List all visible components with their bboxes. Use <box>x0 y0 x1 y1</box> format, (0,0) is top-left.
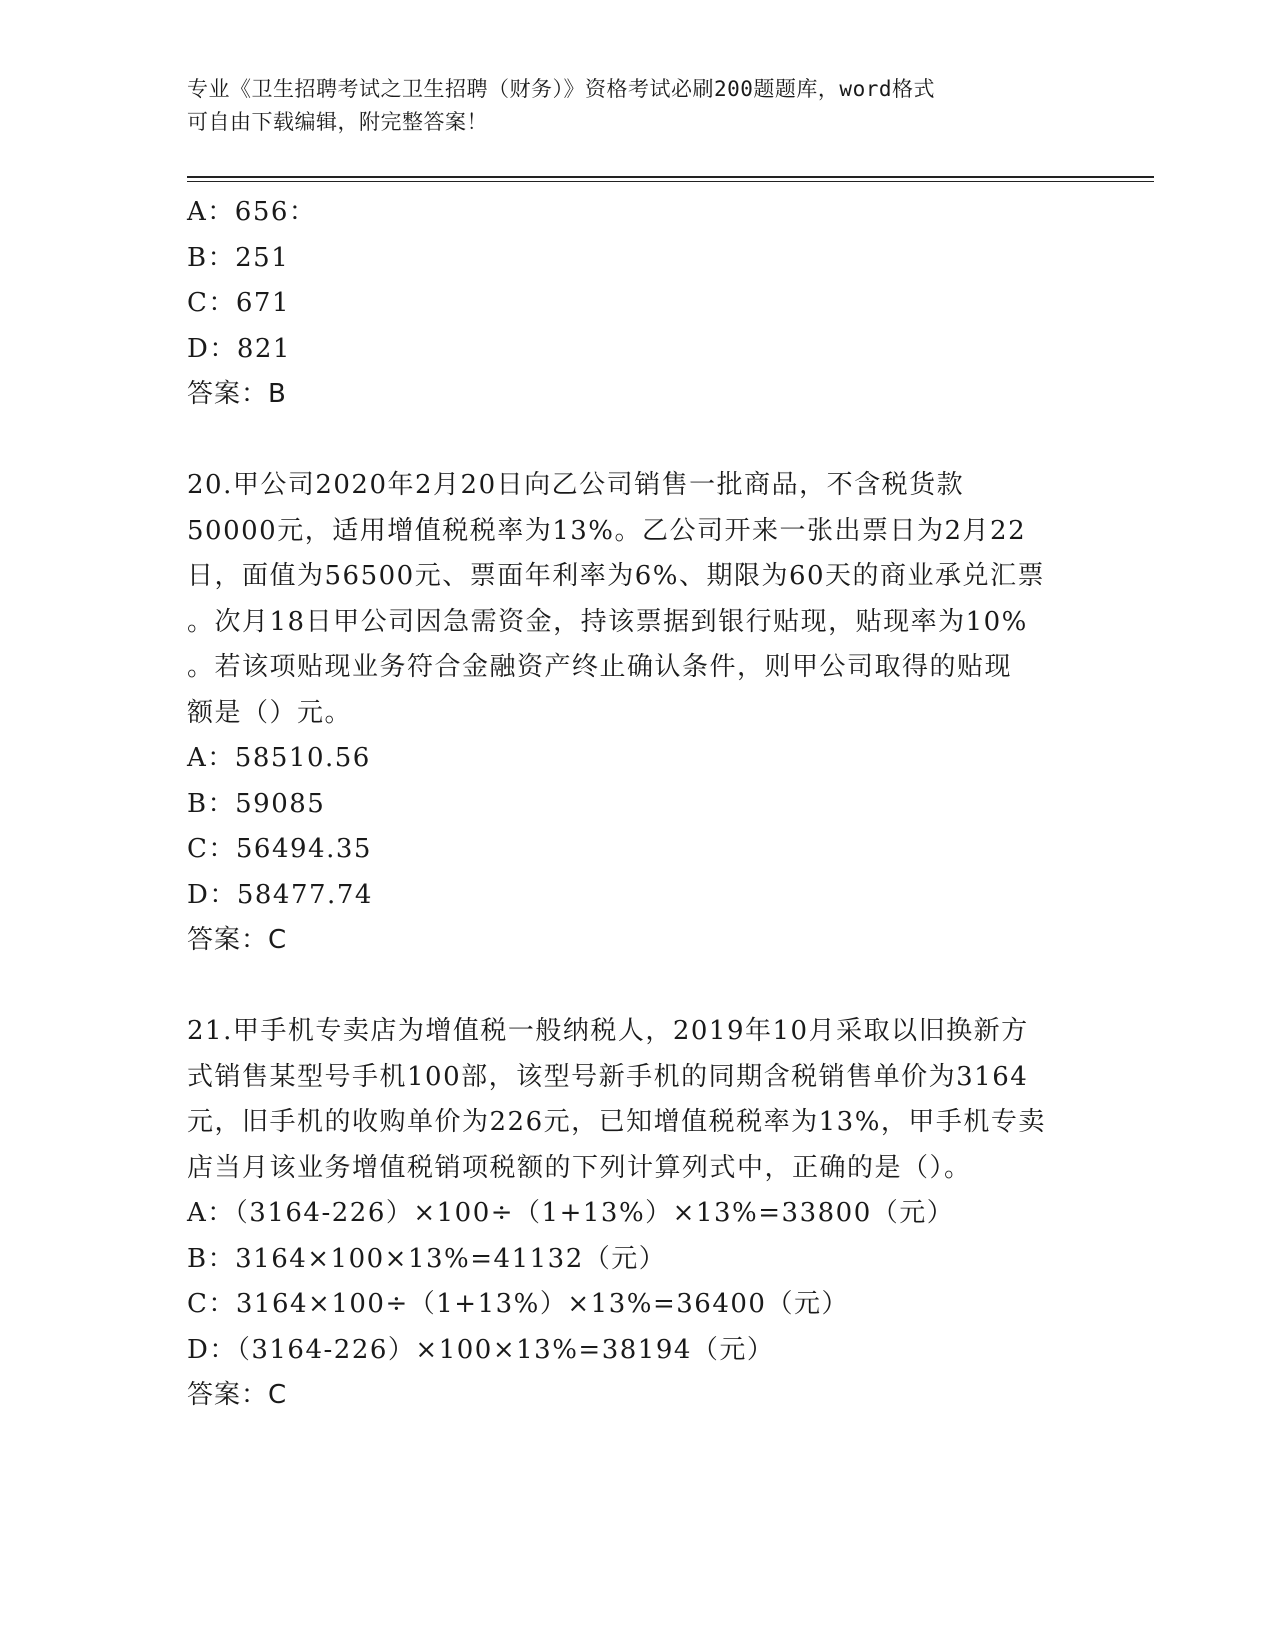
option-d: D：（3164-226）×100×13%=38194（元） <box>187 1334 775 1365</box>
document-header <box>187 73 1067 139</box>
option-c: C：3164×100÷（1+13%）×13%=36400（元） <box>187 1289 849 1319</box>
question-20-block <box>187 463 1087 964</box>
spacer <box>187 418 1087 464</box>
answer-label: 答案：C <box>187 1380 288 1410</box>
question-stem-line: 额是（）元。 <box>187 697 353 728</box>
option-a: A：656： <box>187 197 317 227</box>
question-stem-line: 50000元，适用增值税税率为13%。乙公司开来一张出票日为2月22 <box>187 515 1027 546</box>
option-a: A：58510.56 <box>187 743 371 773</box>
header-line-1: 专业《卫生招聘考试之卫生招聘（财务）》资格考试必刷200题题库，word格式 <box>187 77 935 101</box>
spacer <box>187 964 1087 1010</box>
header-divider-thin <box>187 181 1154 182</box>
option-d: D：58477.74 <box>187 879 373 910</box>
question-content <box>187 190 1087 1419</box>
question-stem-line: 。若该项贴现业务符合金融资产终止确认条件，则甲公司取得的贴现 <box>187 652 1013 682</box>
answer-label: 答案：C <box>187 925 288 955</box>
question-stem-line: 日，面值为56500元、票面年利率为6%、期限为60天的商业承兑汇票 <box>187 561 1046 591</box>
header-line-2: 可自由下载编辑，附完整答案！ <box>187 110 488 134</box>
question-19-block <box>187 190 1087 418</box>
option-b: B：3164×100×13%=41132（元） <box>187 1243 667 1274</box>
question-stem-line: 式销售某型号手机100部，该型号新手机的同期含税销售单价为3164 <box>187 1061 1029 1092</box>
question-stem-line: 21.甲手机专卖店为增值税一般纳税人，2019年10月采取以旧换新方 <box>187 1016 1029 1046</box>
answer-label: 答案：B <box>187 379 287 409</box>
option-b: B：251 <box>187 242 290 273</box>
question-stem-line: 20.甲公司2020年2月20日向乙公司销售一批商品，不含税货款 <box>187 470 965 500</box>
header-divider-thick <box>187 176 1154 178</box>
option-c: C：671 <box>187 288 291 318</box>
question-stem-line: 。次月18日甲公司因急需资金，持该票据到银行贴现，贴现率为10% <box>187 606 1028 637</box>
option-d: D：821 <box>187 333 291 364</box>
question-21-block <box>187 1009 1087 1419</box>
option-b: B：59085 <box>187 788 326 819</box>
question-stem-line: 元，旧手机的收购单价为226元，已知增值税税率为13%，甲手机专卖 <box>187 1107 1046 1137</box>
question-stem-line: 店当月该业务增值税销项税额的下列计算列式中，正确的是（）。 <box>187 1152 972 1183</box>
option-a: A：（3164-226）×100÷（1+13%）×13%=33800（元） <box>187 1198 955 1228</box>
option-c: C：56494.35 <box>187 834 372 864</box>
